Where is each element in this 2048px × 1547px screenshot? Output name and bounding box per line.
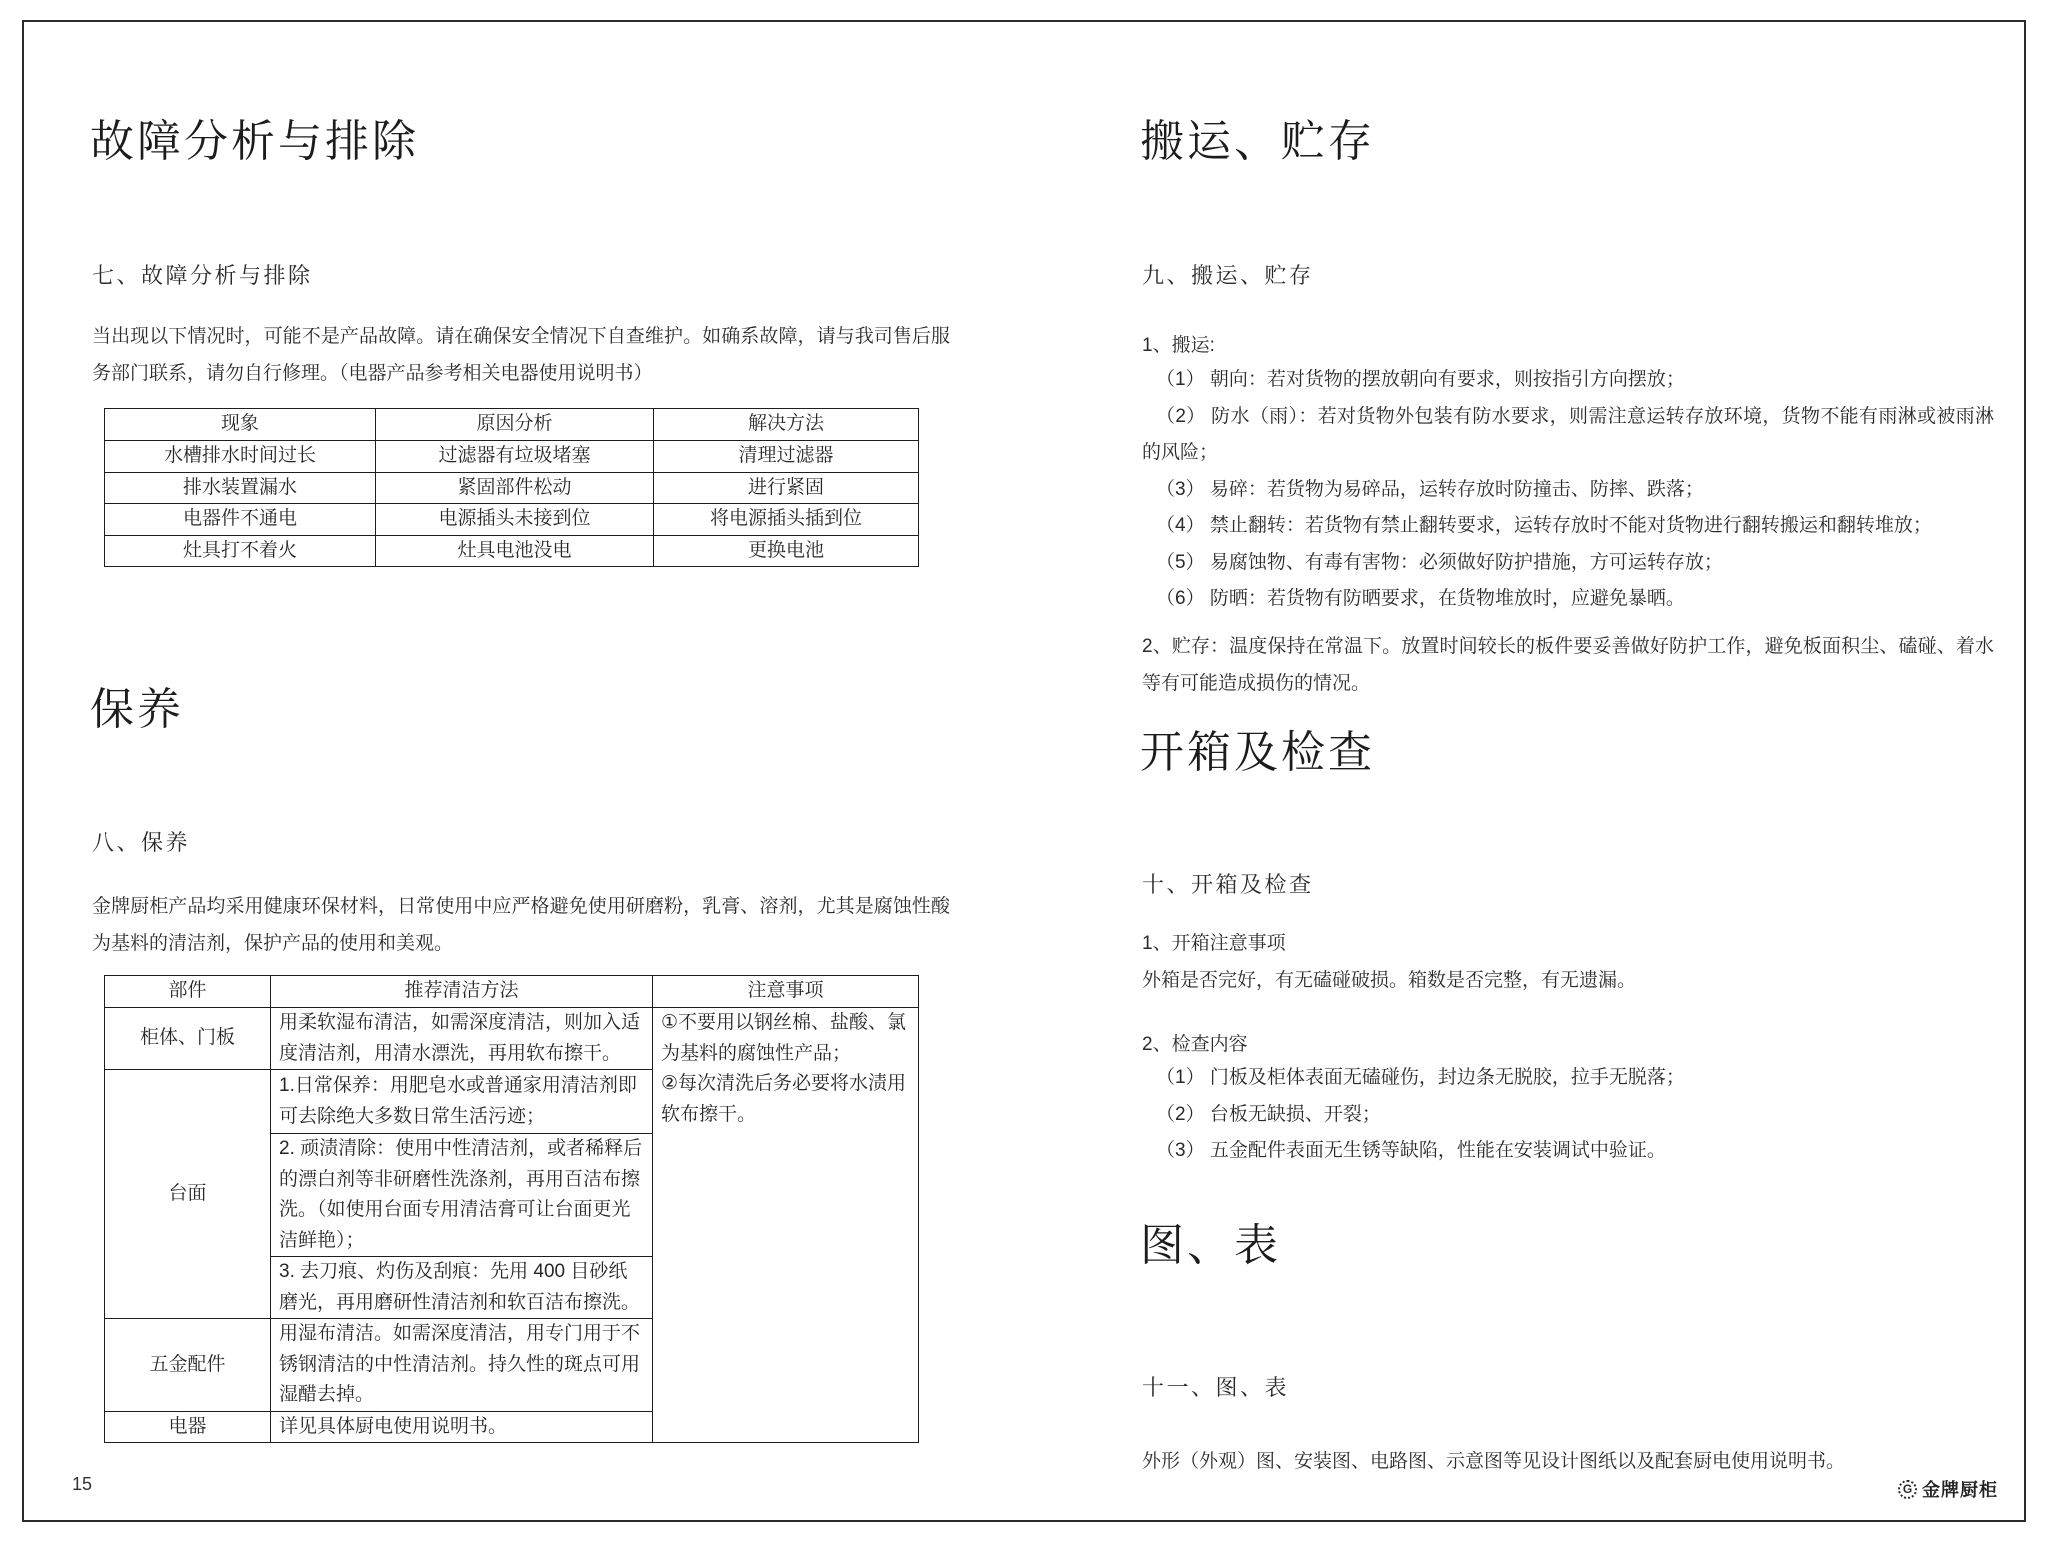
table-header-row (105, 976, 919, 1008)
list-item: （3） 五金配件表面无生锈等缺陷，性能在安装调试中验证。 (1156, 1140, 1666, 1161)
table-cell: 电器件不通电 (105, 504, 376, 536)
heading-troubleshooting: 七、故障分析与排除 (92, 263, 313, 288)
heading-maintenance: 八、保养 (92, 830, 191, 855)
brand-logo (1898, 1476, 1998, 1502)
heading-figures: 十一、图、表 (1142, 1375, 1290, 1400)
unpacking-precautions (1142, 925, 1994, 999)
brand-g-icon: G (1898, 1480, 1917, 1499)
page-title-troubleshooting: 故障分析与排除 (90, 117, 419, 166)
page-title-unpacking: 开箱及检查 (1140, 728, 1375, 777)
cell-countertop-method-2: 2. 顽渍清除：使用中性清洁剂，或者稀释后的漂白剂等非研磨性洗涤剂，再用百洁布擦洗。（如使用台面专用清洁膏可让台面更光洁鲜艳）； (271, 1134, 653, 1257)
col-header-cause: 原因分析 (376, 409, 654, 441)
col-header-notes: 注意事项 (653, 976, 919, 1008)
cell-countertop-method-3: 3. 去刀痕、灼伤及刮痕：先用 400 目砂纸磨光，再用磨研性清洁剂和软百洁布擦洗。 (271, 1257, 653, 1319)
figures-paragraph: 外形（外观）图、安装图、电路图、示意图等见设计图纸以及配套厨电使用说明书。 (1142, 1451, 1846, 1472)
table-row (105, 1008, 919, 1070)
page-title-transport: 搬运、贮存 (1140, 117, 1375, 166)
unpacking-sub1: 1、开箱注意事项 (1142, 933, 1286, 954)
note-line: ②每次清洗后务必要将水渍用软布擦干。 (661, 1073, 907, 1125)
list-item: （5） 易腐蚀物、有毒有害物：必须做好防护措施，方可运转存放； (1156, 551, 1723, 573)
col-header-symptom: 现象 (105, 409, 376, 441)
list-item: （3） 易碎：若货物为易碎品，运转存放时防撞击、防摔、跌落； (1156, 478, 1704, 500)
cell-cabinet-label: 柜体、门板 (105, 1008, 271, 1070)
col-header-solution: 解决方法 (654, 409, 919, 441)
brand-name: 金牌厨柜 (1922, 1480, 1998, 1500)
table-row (105, 472, 919, 504)
maintenance-table (104, 975, 919, 1443)
cell-hardware-label: 五金配件 (105, 1319, 271, 1412)
troubleshooting-intro: 当出现以下情况时，可能不是产品故障。请在确保安全情况下自查维护。如确系故障，请与我司售后服务部门联系，请勿自行修理。（电器产品参考相关电器使用说明书） (92, 326, 950, 384)
table-cell: 灶具电池没电 (376, 535, 654, 567)
troubleshooting-table (104, 408, 919, 567)
maintenance-intro: 金牌厨柜产品均采用健康环保材料，日常使用中应严格避免使用研磨粉，乳膏、溶剂，尤其是腐蚀性酸为基料的清洁剂，保护产品的使用和美观。 (92, 896, 950, 954)
table-cell: 过滤器有垃圾堵塞 (376, 441, 654, 473)
unpacking-p1: 外箱是否完好，有无磕碰破损。箱数是否完整，有无遗漏。 (1142, 970, 1637, 991)
cell-cabinet-method: 用柔软湿布清洁，如需深度清洁，则加入适度清洁剂，用清水漂洗，再用软布擦干。 (271, 1008, 653, 1070)
table-row (105, 504, 919, 536)
col-header-part: 部件 (105, 976, 271, 1008)
cell-countertop-label: 台面 (105, 1070, 271, 1319)
table-cell: 电源插头未接到位 (376, 504, 654, 536)
table-cell: 将电源插头插到位 (654, 504, 919, 536)
table-cell: 紧固部件松动 (376, 472, 654, 504)
heading-unpacking: 十、开箱及检查 (1142, 872, 1314, 897)
table-cell: 排水装置漏水 (105, 472, 376, 504)
inspection-list (1142, 1060, 1994, 1170)
cell-countertop-method-1: 1.日常保养：用肥皂水或普通家用清洁剂即可去除绝大多数日常生活污迹； (271, 1070, 653, 1134)
col-header-method: 推荐清洁方法 (271, 976, 653, 1008)
list-item: （1） 朝向：若对货物的摆放朝向有要求，则按指引方向摆放； (1156, 369, 1685, 390)
note-line: ①不要用以钢丝棉、盐酸、氯为基料的腐蚀性产品； (661, 1012, 907, 1064)
table-cell: 灶具打不着火 (105, 535, 376, 567)
heading-transport: 九、搬运、贮存 (1142, 263, 1314, 288)
table-row (105, 535, 919, 567)
table-header-row (105, 409, 919, 441)
list-item: （2） 防水（雨）：若对货物外包装有防水要求，则需注意运转存放环境，货物不能有雨淋或被雨淋的风险； (1142, 405, 1994, 463)
transport-sub1: 1、搬运: (1142, 335, 1215, 356)
cell-appliance-label: 电器 (105, 1411, 271, 1443)
table-cell: 更换电池 (654, 535, 919, 567)
cell-appliance-method: 详见具体厨电使用说明书。 (271, 1411, 653, 1443)
transport-list (1142, 362, 1994, 618)
page-title-figures: 图、表 (1140, 1221, 1281, 1270)
storage-paragraph: 2、贮存：温度保持在常温下。放置时间较长的板件要妥善做好防护工作，避免板面积尘、磕碰、着水等有可能造成损伤的情况。 (1142, 636, 1994, 694)
table-row (105, 441, 919, 473)
list-item: （4） 禁止翻转：若货物有禁止翻转要求，运转存放时不能对货物进行翻转搬运和翻转堆放； (1156, 515, 1932, 536)
table-cell: 水槽排水时间过长 (105, 441, 376, 473)
table-cell: 进行紧固 (654, 472, 919, 504)
list-item: （6） 防晒：若货物有防晒要求，在货物堆放时，应避免暴晒。 (1156, 588, 1685, 609)
cell-hardware-method: 用湿布清洁。如需深度清洁，用专门用于不锈钢清洁的中性清洁剂。持久性的斑点可用湿醋去掉。 (271, 1319, 653, 1412)
page-title-maintenance: 保养 (90, 685, 184, 734)
list-item: （2） 台板无缺损、开裂； (1156, 1103, 1381, 1125)
table-cell: 清理过滤器 (654, 441, 919, 473)
list-item: （1） 门板及柜体表面无磕碰伤，封边条无脱胶，拉手无脱落； (1156, 1067, 1685, 1088)
page-number: 15 (72, 1474, 93, 1494)
unpacking-sub2: 2、检查内容 (1142, 1034, 1248, 1055)
cell-notes (653, 1008, 919, 1443)
